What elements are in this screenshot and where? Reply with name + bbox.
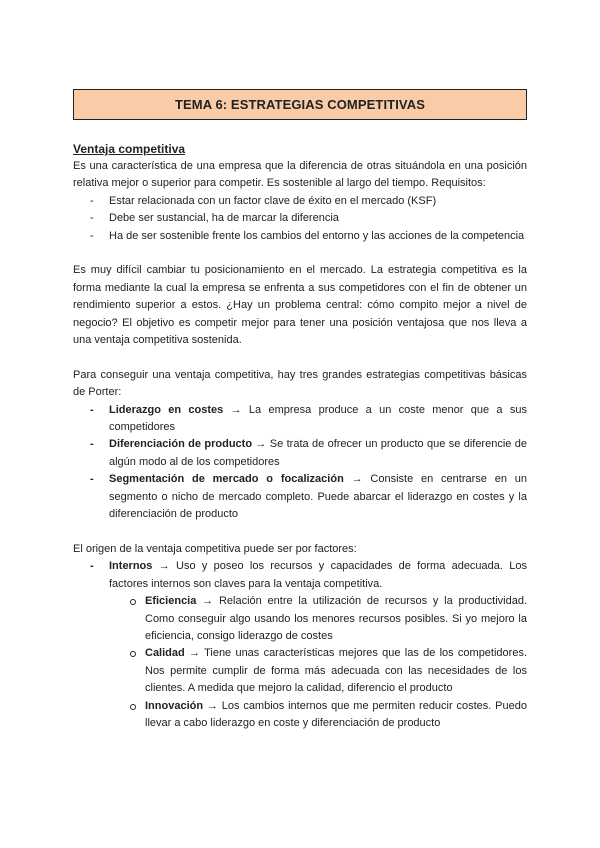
strategy-term: Liderazgo en costes: [109, 403, 224, 416]
paragraph-origin: El origen de la ventaja competitiva puede ser por factores:: [73, 542, 357, 555]
intro-paragraph: Es una característica de una empresa que la diferencia de otras situándola en una posición relativa mejor o superior para competir. Es sostenible al largo del tiempo. Requisitos:: [73, 160, 527, 190]
list-item: [73, 558, 527, 593]
list-item: - Estar relacionada con un factor clave de éxito en el mercado (KSF): [73, 193, 527, 210]
subfactor-term: Innovación: [145, 699, 204, 712]
factor-term: Internos: [109, 560, 153, 573]
subfactor-desc: → Relación entre la utilización de recursos y la productividad. Como conseguir algo usando los menores recursos posibles. Si yo mejoro la eficiencia, consigo liderazgo de costes: [145, 595, 527, 642]
subfactor-desc: → Tiene unas características mejores que las de los competidores. Nos permite cumplir de forma más adecuada con las necesidades de los clientes. A medida que mejoro la calidad, diferencio el producto: [145, 647, 527, 695]
requirements-list: [73, 193, 527, 245]
document-page: [73, 89, 527, 732]
list-item: [109, 698, 527, 733]
subfactor-desc: → Los cambios internos que me permiten reducir costes. Puedo llevar a cabo liderazgo en coste y diferenciación de producto: [145, 699, 527, 729]
list-item: [73, 402, 527, 437]
strategy-term: Segmentación de mercado o focalización: [109, 473, 344, 486]
factors-list: [73, 558, 527, 593]
strategy-desc: → La empresa produce a un coste menor que a sus competidores: [109, 403, 527, 434]
internal-factors-list: [109, 593, 527, 732]
title-box: [73, 89, 527, 120]
strategy-term: Diferenciación de producto: [109, 438, 253, 451]
list-item: [73, 471, 527, 523]
list-item: - Debe ser sustancial, ha de marcar la diferencia: [73, 210, 527, 227]
list-item: [109, 645, 527, 697]
subfactor-term: Calidad: [145, 647, 185, 660]
paragraph-strategy: Es muy difícil cambiar tu posicionamiento en el mercado. La estrategia competitiva es la forma mediante la cual la empresa se enfrenta a sus competidores con el fin de obtener un rendimiento superior a estos. ¿Hay un problema central: cómo compito mejor a nivel de negocio? El objetivo es competir mejor para tener una posición ventajosa que nos lleva a una ventaja competitiva sostenida.: [73, 264, 527, 347]
subfactor-term: Eficiencia: [145, 595, 197, 608]
paragraph-porter: Para conseguir una ventaja competitiva, hay tres grandes estrategias competitivas básicas de Porter:: [73, 368, 527, 399]
section-heading: Ventaja competitiva: [73, 142, 186, 156]
strategy-desc: → Se trata de ofrecer un producto que se diferencie de algún modo al de los competidores: [109, 438, 527, 468]
list-item: [73, 436, 527, 471]
strategy-desc: → Consiste en centrarse en un segmento o nicho de mercado completo. Puede abarcar el liderazgo en costes y la diferenciación de producto: [109, 473, 527, 521]
strategies-list: [73, 402, 527, 524]
factor-desc: → Uso y poseo los recursos y capacidades de forma adecuada. Los factores internos son claves para la ventaja competitiva.: [109, 560, 527, 590]
page-title: TEMA 6: ESTRATEGIAS COMPETITIVAS: [175, 96, 425, 112]
list-item: - Ha de ser sostenible frente los cambios del entorno y las acciones de la competencia: [73, 228, 527, 245]
list-item: [109, 593, 527, 645]
